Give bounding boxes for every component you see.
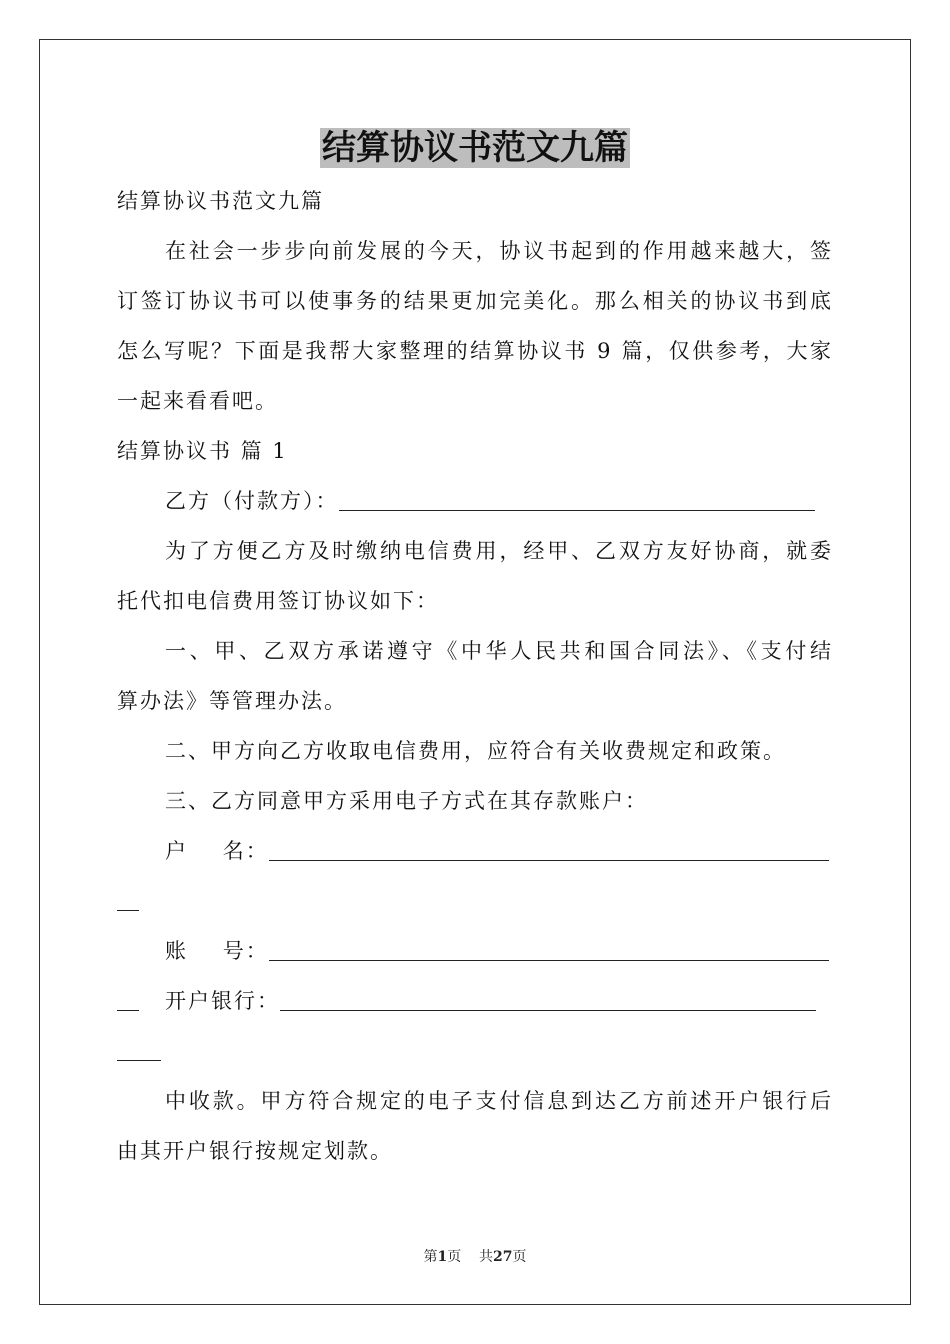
account-no-field xyxy=(117,926,833,976)
document-subtitle: 结算协议书范文九篇 xyxy=(117,189,324,213)
account-no-blank xyxy=(269,936,829,961)
intro-line-2: 订签订协议书可以使事务的结果更加完美化。那么相关的协议书到底 xyxy=(117,289,833,313)
clause1-line-2: 算办法》等管理办法。 xyxy=(117,689,347,713)
intro-line-1: 在社会一步步向前发展的今天，协议书起到的作用越来越大，签 xyxy=(165,239,833,263)
document-title xyxy=(0,124,950,172)
document-body xyxy=(117,176,833,1176)
party-b-label: 乙方（付款方）： xyxy=(165,489,339,513)
page-footer: 第1页 共27页 xyxy=(423,1249,527,1265)
para1-line-2: 托代扣电信费用签订协议如下： xyxy=(117,589,439,613)
bank-label: 开户银行： xyxy=(165,989,280,1013)
account-name-blank-continued xyxy=(117,876,833,926)
clause2: 二、甲方向乙方收取电信费用，应符合有关收费规定和政策。 xyxy=(165,739,786,763)
party-b-blank xyxy=(339,486,815,511)
section-heading: 结算协议书 篇 1 xyxy=(117,439,288,463)
intro-line-4: 一起来看看吧。 xyxy=(117,389,278,413)
bank-blank-continued xyxy=(117,1026,833,1076)
clause1-line-1: 一、甲、乙双方承诺遵守《中华人民共和国合同法》、《支付结 xyxy=(165,639,833,663)
account-no-label: 账 号： xyxy=(165,939,269,963)
intro-line-3: 怎么写呢？下面是我帮大家整理的结算协议书 9 篇，仅供参考，大家 xyxy=(117,339,833,363)
account-name-field xyxy=(117,826,833,876)
clause3: 三、乙方同意甲方采用电子方式在其存款账户： xyxy=(165,789,648,813)
page-number: 1 xyxy=(437,1249,448,1265)
para2-line-2: 由其开户银行按规定划款。 xyxy=(117,1139,393,1163)
document-title-text: 结算协议书范文九篇 xyxy=(322,128,628,168)
bank-field xyxy=(117,976,833,1026)
account-name-blank xyxy=(269,836,829,861)
total-pages: 27 xyxy=(493,1249,513,1265)
para1-line-1: 为了方便乙方及时缴纳电信费用，经甲、乙双方友好协商，就委 xyxy=(165,539,833,563)
party-b-field xyxy=(117,476,833,526)
para2-line-1: 中收款。甲方符合规定的电子支付信息到达乙方前述开户银行后 xyxy=(165,1089,833,1113)
account-name-label: 户 名： xyxy=(165,839,269,863)
bank-blank xyxy=(280,986,816,1011)
